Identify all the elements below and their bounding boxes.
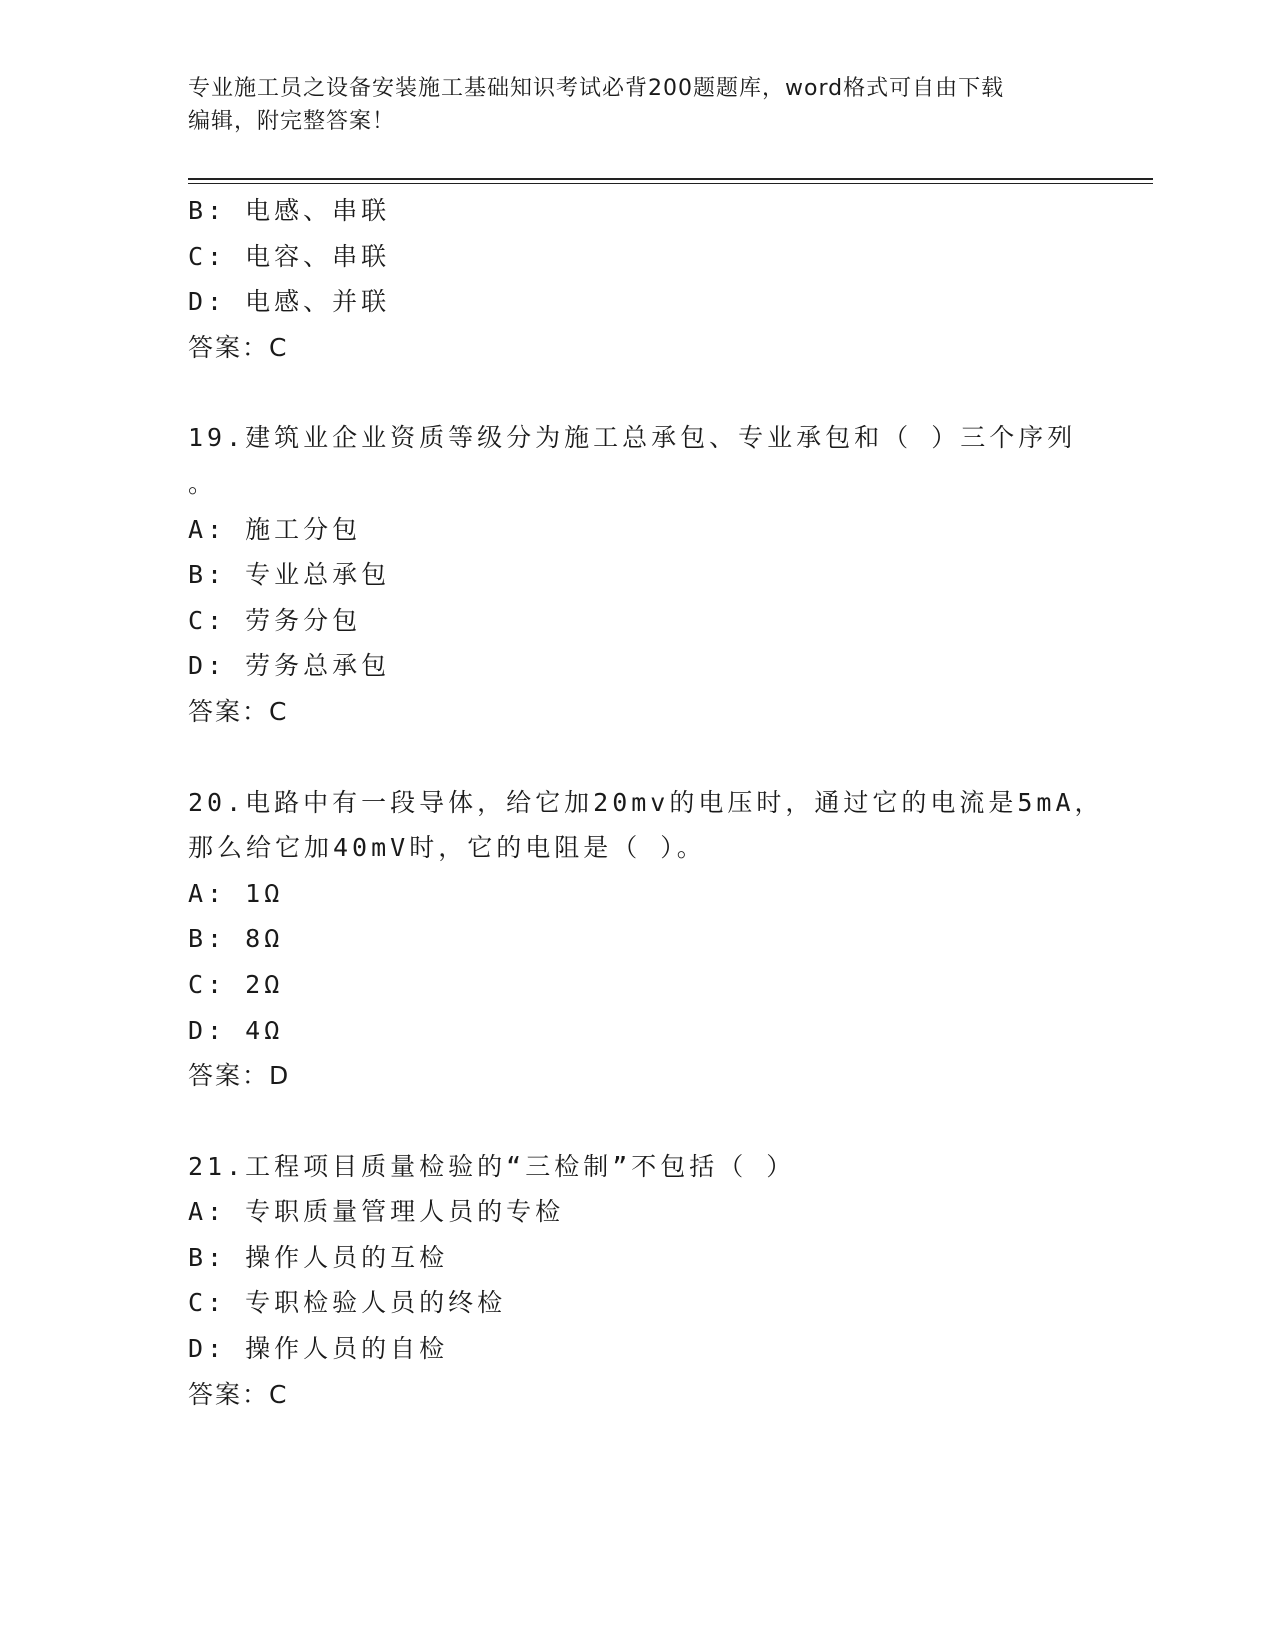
answer-line: 答案：C — [188, 332, 289, 362]
option-c: C: 专职检验人员的终检 — [188, 1288, 507, 1318]
option-d: D: 劳务总承包 — [188, 651, 391, 681]
option-b: B: 操作人员的互检 — [188, 1242, 449, 1272]
option-d: D: 电感、并联 — [188, 287, 391, 317]
option-a: A: 专职质量管理人员的专检 — [188, 1197, 565, 1227]
header-line-2: 编辑，附完整答案！ — [188, 109, 396, 134]
option-c: C: 2Ω — [188, 969, 284, 999]
document-header — [188, 72, 1068, 138]
option-d: D: 操作人员的自检 — [188, 1334, 449, 1364]
option-b: B: 8Ω — [188, 924, 284, 954]
answer-line: 答案：C — [188, 696, 289, 726]
question-text-line-1: 19.建筑业企业资质等级分为施工总承包、专业承包和（ ）三个序列 — [188, 423, 1077, 453]
header-rule-thick — [188, 178, 1153, 180]
option-b: B: 专业总承包 — [188, 560, 391, 590]
spacer — [188, 1099, 1088, 1144]
question-text-line-1: 21.工程项目质量检验的“三检制”不包括（ ） — [188, 1151, 796, 1181]
question-text-line-2: 。 — [188, 468, 218, 498]
answer-line: 答案：C — [188, 1379, 289, 1409]
header-rule-thin — [188, 183, 1153, 184]
option-b: B: 电感、串联 — [188, 196, 391, 225]
question-text-line-1: 20.电路中有一段导体，给它加20mv的电压时，通过它的电流是5mA， — [188, 787, 1104, 817]
question-block — [188, 1144, 1088, 1418]
option-d: D: 4Ω — [188, 1015, 284, 1045]
option-c: C: 电容、串联 — [188, 241, 391, 271]
answer-line: 答案：D — [188, 1061, 291, 1091]
header-line-1: 专业施工员之设备安装施工基础知识考试必背200题题库，word格式可自由下载 — [188, 76, 1005, 101]
question-text-line-2: 那么给它加40mV时，它的电阻是（ ）。 — [188, 833, 706, 863]
question-block — [188, 780, 1104, 1099]
question-block — [188, 188, 1088, 370]
option-a: A: 施工分包 — [188, 514, 362, 544]
question-list — [188, 188, 1104, 1417]
question-block — [188, 415, 1088, 734]
option-c: C: 劳务分包 — [188, 605, 362, 635]
option-a: A: 1Ω — [188, 878, 284, 908]
spacer — [188, 370, 1088, 415]
spacer — [188, 735, 1088, 780]
